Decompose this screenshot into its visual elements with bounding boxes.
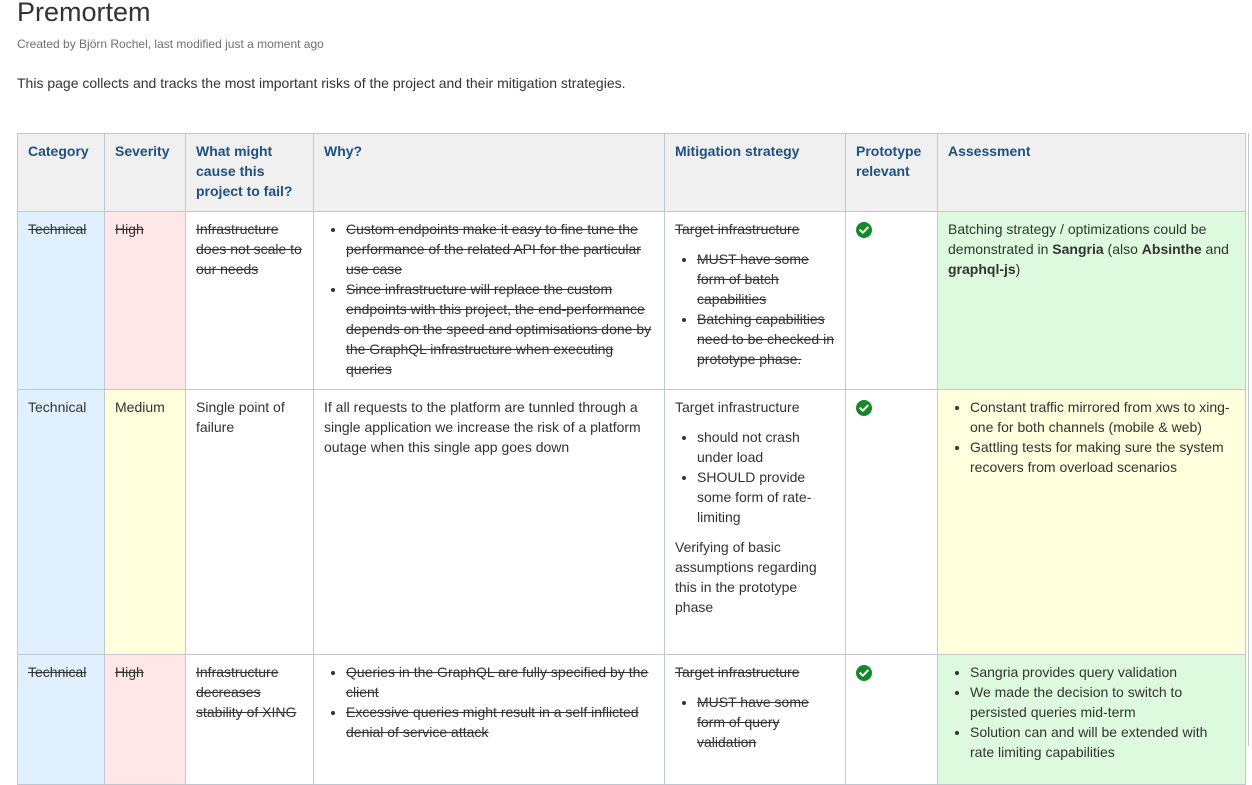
check-circle-icon xyxy=(856,400,872,416)
mitigation-list xyxy=(675,692,835,752)
assessment-cell xyxy=(938,390,1246,655)
assessment-list xyxy=(948,397,1235,477)
assessment-item: • Sangria provides query validation xyxy=(970,662,1235,682)
prototype-cell xyxy=(846,390,938,655)
assessment-text: and xyxy=(1201,241,1229,257)
severity-cell: High xyxy=(105,655,186,785)
assessment-bold: graphql-js xyxy=(948,261,1016,277)
page-intro: This page collects and tracks the most important risks of the project and their mitigation strategies. xyxy=(17,75,626,91)
prototype-cell xyxy=(846,212,938,390)
header-what: What might cause this project to fail? xyxy=(186,134,314,212)
table-header-row xyxy=(18,134,1246,212)
assessment-list xyxy=(948,662,1235,762)
mitigation-cell xyxy=(665,212,846,390)
mitigation-heading: Target infrastructure xyxy=(675,664,800,680)
check-circle-icon xyxy=(856,222,872,238)
why-item: • Since infrastructure will replace the custom endpoints with this project, the end-performance depends on the speed and optimisations done by the GraphQL infrastructure when executing queries xyxy=(346,279,654,379)
assessment-cell xyxy=(938,212,1246,390)
assessment-text: (also xyxy=(1103,241,1142,257)
assessment-item: • Gattling tests for making sure the system recovers from overload scenarios xyxy=(970,437,1235,477)
scroll-edge-divider xyxy=(1248,133,1249,746)
assessment-bold: Absinthe xyxy=(1141,241,1202,257)
mitigation-footer: Verifying of basic assumptions regarding this in the prototype phase xyxy=(675,539,817,615)
why-cell xyxy=(314,212,665,390)
check-circle-icon xyxy=(856,665,872,681)
severity-cell: Medium xyxy=(105,390,186,655)
assessment-cell xyxy=(938,655,1246,785)
header-severity: Severity xyxy=(105,134,186,212)
assessment-item: • We made the decision to switch to persisted queries mid-term xyxy=(970,682,1235,722)
assessment-text: ) xyxy=(1015,261,1021,277)
header-category: Category xyxy=(18,134,105,212)
what-cell: Infrastructure does not scale to our needs xyxy=(186,212,314,390)
header-mitigation: Mitigation strategy xyxy=(665,134,846,212)
mitigation-item: • should not crash under load xyxy=(697,427,835,467)
category-cell: Technical xyxy=(18,212,105,390)
why-list xyxy=(324,219,654,379)
mitigation-item: • MUST have some form of query validation xyxy=(697,692,835,752)
assessment-item: • Constant traffic mirrored from xws to xing-one for both channels (mobile & web) xyxy=(970,397,1235,437)
risk-table-container xyxy=(17,133,1245,773)
mitigation-heading: Target infrastructure xyxy=(675,399,800,415)
category-cell: Technical xyxy=(18,390,105,655)
what-cell: Infrastructure decreases stability of XING xyxy=(186,655,314,785)
header-why: Why? xyxy=(314,134,665,212)
mitigation-heading: Target infrastructure xyxy=(675,221,800,237)
table-row xyxy=(18,212,1246,390)
assessment-text: Batching strategy / optimizations could be demonstrated in xyxy=(948,221,1207,257)
prototype-cell xyxy=(846,655,938,785)
table-row xyxy=(18,390,1246,655)
risk-table xyxy=(17,133,1246,785)
mitigation-item: • Batching capabilities need to be checked in prototype phase. xyxy=(697,309,835,369)
mitigation-item: • SHOULD provide some form of rate-limiting xyxy=(697,467,835,527)
what-cell: Single point of failure xyxy=(186,390,314,655)
header-assessment: Assessment xyxy=(938,134,1246,212)
why-cell xyxy=(314,655,665,785)
why-list xyxy=(324,662,654,742)
severity-cell: High xyxy=(105,212,186,390)
table-row xyxy=(18,655,1246,785)
why-cell: If all requests to the platform are tunnled through a single application we increase the risk of a platform outage when this single app goes down xyxy=(314,390,665,655)
mitigation-list xyxy=(675,249,835,369)
why-item: • Custom endpoints make it easy to fine tune the performance of the related API for the particular use case xyxy=(346,219,654,279)
why-item: • Queries in the GraphQL are fully specified by the client xyxy=(346,662,654,702)
page-byline: Created by Björn Rochel, last modified just a moment ago xyxy=(17,37,324,51)
page-title: Premortem xyxy=(17,0,151,27)
mitigation-item: • MUST have some form of batch capabilities xyxy=(697,249,835,309)
mitigation-list xyxy=(675,427,835,527)
assessment-bold: Sangria xyxy=(1052,241,1104,257)
category-cell: Technical xyxy=(18,655,105,785)
assessment-item: • Solution can and will be extended with rate limiting capabilities xyxy=(970,722,1235,762)
why-item: • Excessive queries might result in a self inflicted denial of service attack xyxy=(346,702,654,742)
mitigation-cell xyxy=(665,390,846,655)
header-prototype: Prototype relevant xyxy=(846,134,938,212)
mitigation-cell xyxy=(665,655,846,785)
